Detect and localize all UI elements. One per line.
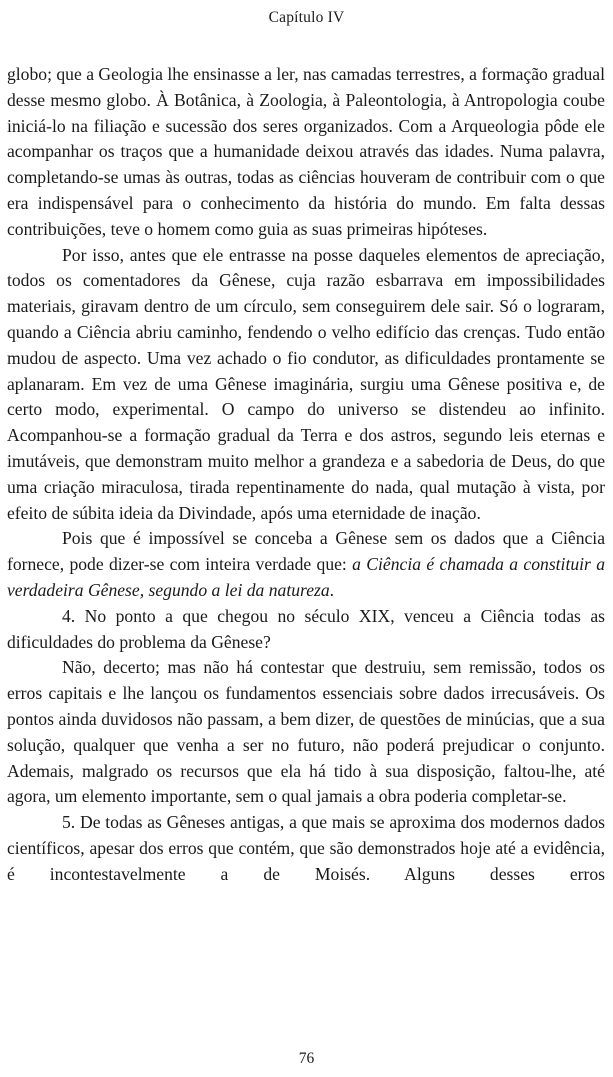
page-number: 76: [298, 1050, 315, 1067]
italic-emphasis: a Ciência é chamada a constituir a verdadeira Gênese, segundo a lei da natureza: [7, 554, 605, 600]
paragraph-item-5: 5. De todas as Gêneses antigas, a que mais se aproxima dos modernos dados científicos, apesar dos erros que contém, que são demonstrados hoje até a evidência, é incontestavelmente a de Moisés. Alguns desses erros: [7, 812, 605, 884]
paragraph-nao-decerto: Não, decerto; mas não há contestar que destruiu, sem remissão, todos os erros capitais e lhe lançou os fundamentos essenciais sobre dados irrecusáveis. Os pontos ainda duvidosos não passam, a bem dizer, de questões de minúcias, que a sua solução, qualquer que venha a ser no futuro, não poderá prejudicar o conjunto. Ademais, malgrado os recursos que ela há tido à sua disposição, faltou-lhe, até agora, um elemento importante, sem o qual jamais a obra poderia completar-se.: [7, 657, 605, 807]
running-head: Capítulo IV: [268, 9, 345, 26]
paragraph-por-isso: Por isso, antes que ele entrasse na posse daqueles elementos de apreciação, todos os comentadores da Gênese, cuja razão esbarrava em impossibilidades materiais, giravam dentro de um círculo, sem conseguirem dele sair. Só o lograram, quando a Ciência abriu caminho, fendendo o velho edifício das crenças. Tudo então mudou de aspecto. Uma vez achado o fio condutor, as dificuldades prontamente se aplanaram. Em vez de uma Gênese imaginária, surgiu uma Gênese positiva e, de certo modo, experimental. O campo do universo se distendeu ao infinito. Acompanhou-se a formação gradual da Terra e dos astros, segundo leis eternas e imutáveis, que demonstram muito melhor a grandeza e a sabedoria de Deus, do que uma criação miraculosa, tirada repentinamente do nada, qual mutação à vista, por efeito de súbita ideia da Divindade, após uma eternidade de inação.: [7, 244, 605, 523]
paragraph-pois-que: [7, 526, 605, 603]
paragraph-tail: .: [329, 579, 335, 600]
paragraph-text: Pois que é impossível se conceba a Gênese sem os dados que a Ciência fornece, pode dizer-se com inteira verdade que:: [7, 528, 605, 575]
page-body: [7, 62, 605, 888]
paragraph-item-4: 4. No ponto a que chegou no século XIX, venceu a Ciência todas as dificuldades do problema da Gênese?: [7, 605, 605, 652]
paragraph-continuation: globo; que a Geologia lhe ensinasse a ler, nas camadas terrestres, a formação gradual desse mesmo globo. À Botânica, à Zoologia, à Paleontologia, à Antropologia coube iniciá-lo na filiação e sucessão dos seres organizados. Com a Arqueologia pôde ele acompanhar os traços que a humanidade deixou através das idades. Numa palavra, completando-se umas às outras, todas as ciências houveram de contribuir com o que era indispensável para o conhecimento da história do mundo. Em falta dessas contribuições, teve o homem como guia as suas primeiras hipóteses.: [7, 64, 605, 239]
